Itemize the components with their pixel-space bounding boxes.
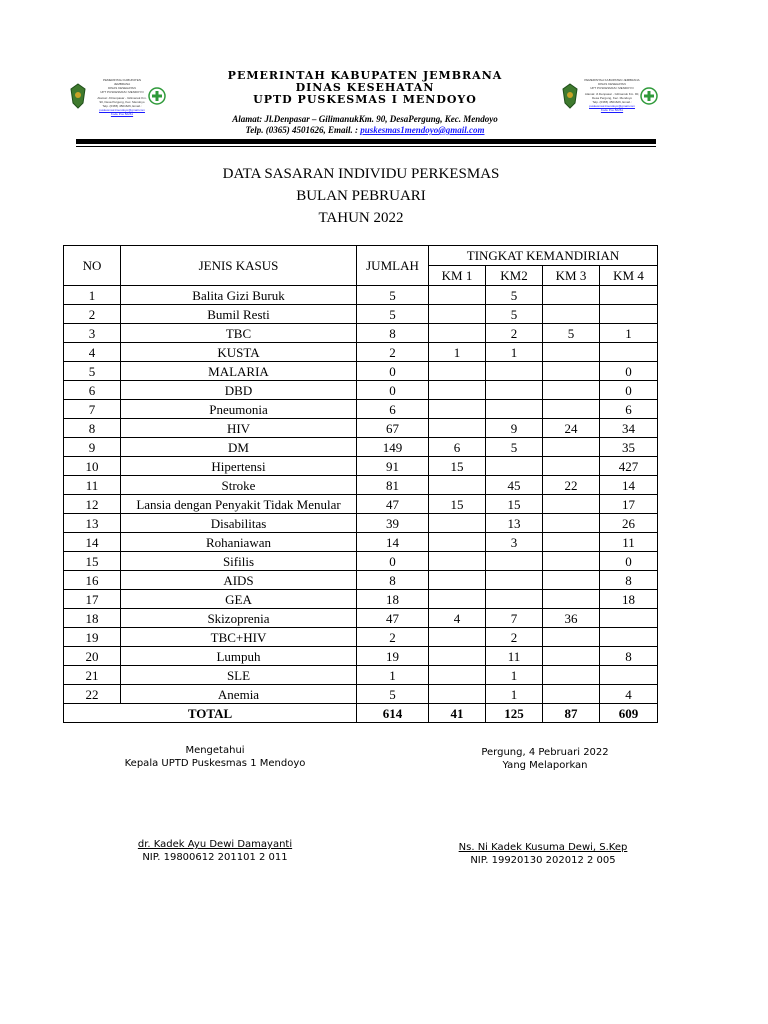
row-km2: 11	[486, 647, 543, 666]
signature-right-nip: NIP. 19920130 202012 2 005	[470, 855, 616, 866]
letterhead-contact	[150, 125, 580, 136]
row-km2	[486, 571, 543, 590]
row-jenis-kasus: DM	[121, 438, 357, 457]
signature-right-line1: Pergung, 4 Pebruari 2022	[481, 747, 609, 758]
table-row	[64, 286, 658, 305]
row-km1	[429, 647, 486, 666]
row-no: 20	[64, 647, 121, 666]
logo-tiny-site: Kode Pos 82261	[110, 112, 134, 116]
data-table	[63, 245, 658, 723]
logo-tiny-line: UPT PUSKESMAS I MENDOYO	[590, 86, 634, 90]
table-row	[64, 628, 658, 647]
row-km4	[600, 343, 658, 362]
row-km4: 11	[600, 533, 658, 552]
puskesmas-logo-icon	[640, 87, 658, 105]
logo-tiny-site: Kode Pos 82261	[600, 108, 624, 112]
row-km1	[429, 419, 486, 438]
row-km3	[543, 552, 600, 571]
total-km3: 87	[543, 704, 600, 723]
row-km2	[486, 590, 543, 609]
row-no: 3	[64, 324, 121, 343]
row-km4: 0	[600, 362, 658, 381]
letterhead-rule-thick	[76, 139, 656, 144]
row-jumlah: 47	[357, 495, 429, 514]
table-row	[64, 381, 658, 400]
row-jenis-kasus: Stroke	[121, 476, 357, 495]
row-km4	[600, 609, 658, 628]
row-jumlah: 5	[357, 685, 429, 704]
row-no: 8	[64, 419, 121, 438]
signature-left-name-block	[100, 838, 330, 864]
letterhead-right-logo-text	[584, 78, 640, 112]
row-km3	[543, 495, 600, 514]
row-jenis-kasus: Balita Gizi Buruk	[121, 286, 357, 305]
row-km3	[543, 647, 600, 666]
row-km2	[486, 381, 543, 400]
letterhead-left-logo-text	[96, 78, 148, 116]
row-km1	[429, 666, 486, 685]
row-jumlah: 14	[357, 533, 429, 552]
row-jenis-kasus: Rohaniawan	[121, 533, 357, 552]
signature-left-heading	[100, 744, 330, 770]
row-no: 7	[64, 400, 121, 419]
table-row	[64, 571, 658, 590]
signature-left-line1: Mengetahui	[185, 745, 245, 756]
row-km1	[429, 286, 486, 305]
doc-title-line-3: TAHUN 2022	[318, 210, 404, 226]
signature-right-name-block	[428, 841, 658, 867]
row-km3: 22	[543, 476, 600, 495]
row-km3: 5	[543, 324, 600, 343]
row-km4: 34	[600, 419, 658, 438]
row-km2: 5	[486, 286, 543, 305]
letterhead-line-3: UPTD PUSKESMAS I MENDOYO	[253, 93, 477, 106]
row-km3	[543, 571, 600, 590]
row-jenis-kasus: Hipertensi	[121, 457, 357, 476]
table-row	[64, 419, 658, 438]
row-jenis-kasus: Lumpuh	[121, 647, 357, 666]
row-no: 9	[64, 438, 121, 457]
row-km2: 9	[486, 419, 543, 438]
doc-title-line-1: DATA SASARAN INDIVIDU PERKESMAS	[222, 166, 500, 182]
row-jenis-kasus: AIDS	[121, 571, 357, 590]
header-jenis-kasus: JENIS KASUS	[121, 246, 357, 286]
row-jumlah: 8	[357, 324, 429, 343]
signature-left-line2: Kepala UPTD Puskesmas 1 Mendoyo	[124, 758, 306, 769]
row-km2: 1	[486, 666, 543, 685]
row-no: 16	[64, 571, 121, 590]
logo-tiny-email: puskesmas1mendoyo@gmail.com	[589, 104, 635, 108]
row-km1	[429, 628, 486, 647]
row-jumlah: 47	[357, 609, 429, 628]
row-km4: 26	[600, 514, 658, 533]
signature-right-name: Ns. Ni Kadek Kusuma Dewi, S.Kep	[458, 842, 628, 853]
letterhead-email-link[interactable]: puskesmas1mendoyo@gmail.com	[360, 125, 485, 135]
row-km1	[429, 685, 486, 704]
row-km4	[600, 305, 658, 324]
row-no: 22	[64, 685, 121, 704]
row-km2: 7	[486, 609, 543, 628]
row-km3	[543, 685, 600, 704]
row-jenis-kasus: Lansia dengan Penyakit Tidak Menular	[121, 495, 357, 514]
row-km3	[543, 343, 600, 362]
table-row	[64, 552, 658, 571]
logo-tiny-line: DINAS KESEHATAN	[598, 82, 626, 86]
row-km4: 8	[600, 647, 658, 666]
row-jumlah: 81	[357, 476, 429, 495]
row-jenis-kasus: Anemia	[121, 685, 357, 704]
row-km1: 6	[429, 438, 486, 457]
header-tingkat-kemandirian: TINGKAT KEMANDIRIAN	[429, 246, 658, 266]
puskesmas-logo-icon	[148, 87, 166, 105]
row-km2: 13	[486, 514, 543, 533]
row-jenis-kasus: GEA	[121, 590, 357, 609]
header-jumlah: JUMLAH	[357, 246, 429, 286]
total-km4: 609	[600, 704, 658, 723]
row-jumlah: 1	[357, 666, 429, 685]
header-km4: KM 4	[600, 266, 658, 286]
row-km1: 1	[429, 343, 486, 362]
table-row	[64, 457, 658, 476]
row-no: 14	[64, 533, 121, 552]
table-row	[64, 685, 658, 704]
row-jenis-kasus: Disabilitas	[121, 514, 357, 533]
row-jumlah: 39	[357, 514, 429, 533]
row-km3: 36	[543, 609, 600, 628]
row-km2: 5	[486, 438, 543, 457]
letterhead-phone: Telp. (0365) 4501626, Email. :	[245, 125, 361, 135]
row-km3	[543, 514, 600, 533]
row-no: 1	[64, 286, 121, 305]
jembrana-emblem-icon	[562, 83, 578, 109]
row-no: 6	[64, 381, 121, 400]
row-jenis-kasus: SLE	[121, 666, 357, 685]
row-km2: 1	[486, 685, 543, 704]
logo-tiny-line: PEMERINTAH KABUPATEN JEMBRANA	[584, 78, 640, 82]
logo-tiny-phone: Telp. (0365) 4501626, Email.:	[592, 100, 632, 104]
row-km4	[600, 666, 658, 685]
letterhead-line-1: PEMERINTAH KABUPATEN JEMBRANA	[227, 69, 503, 82]
row-km1	[429, 514, 486, 533]
letterhead-left-logo	[68, 73, 164, 117]
logo-tiny-line: DINAS KESEHATAN	[108, 86, 136, 90]
row-no: 13	[64, 514, 121, 533]
row-km1	[429, 533, 486, 552]
row-jenis-kasus: HIV	[121, 419, 357, 438]
table-total-row	[64, 704, 658, 723]
row-no: 21	[64, 666, 121, 685]
letterhead-line-2: DINAS KESEHATAN	[295, 81, 435, 94]
logo-tiny-phone: Telp. (0365) 4501626, Email.:	[102, 104, 142, 108]
row-km4	[600, 286, 658, 305]
logo-tiny-line: PEMERINTAH KABUPATEN JEMBRANA	[102, 78, 141, 86]
row-jumlah: 91	[357, 457, 429, 476]
total-label: TOTAL	[64, 704, 357, 723]
row-km1: 4	[429, 609, 486, 628]
header-km1: KM 1	[429, 266, 486, 286]
row-km3	[543, 305, 600, 324]
row-km2: 2	[486, 628, 543, 647]
total-km1: 41	[429, 704, 486, 723]
table-header-row	[64, 246, 658, 266]
row-jenis-kasus: TBC	[121, 324, 357, 343]
row-jumlah: 0	[357, 381, 429, 400]
row-no: 11	[64, 476, 121, 495]
row-km4: 8	[600, 571, 658, 590]
total-km2: 125	[486, 704, 543, 723]
row-jumlah: 5	[357, 305, 429, 324]
row-jumlah: 2	[357, 628, 429, 647]
row-km4: 14	[600, 476, 658, 495]
row-km2	[486, 400, 543, 419]
row-jumlah: 6	[357, 400, 429, 419]
row-jumlah: 67	[357, 419, 429, 438]
row-km3	[543, 400, 600, 419]
header-no: NO	[64, 246, 121, 286]
row-jumlah: 19	[357, 647, 429, 666]
row-km3: 24	[543, 419, 600, 438]
row-jumlah: 8	[357, 571, 429, 590]
row-km3	[543, 533, 600, 552]
row-km4: 427	[600, 457, 658, 476]
table-row	[64, 647, 658, 666]
row-km1	[429, 362, 486, 381]
row-jumlah: 5	[357, 286, 429, 305]
row-no: 5	[64, 362, 121, 381]
row-km2: 1	[486, 343, 543, 362]
row-km3	[543, 381, 600, 400]
row-km2	[486, 457, 543, 476]
row-km3	[543, 628, 600, 647]
letterhead-address: Alamat: Jl.Denpasar – GilimanukKm. 90, DesaPergung, Kec. Mendoyo	[232, 114, 498, 124]
table-row	[64, 666, 658, 685]
row-km1	[429, 400, 486, 419]
row-km3	[543, 438, 600, 457]
row-km1	[429, 590, 486, 609]
logo-tiny-address: Alamat: Jl.Denpasar - Gilimanuk Km. 90, Desa Pergung, Kec. Mendoyo	[97, 96, 147, 104]
row-km1: 15	[429, 457, 486, 476]
row-jumlah: 149	[357, 438, 429, 457]
header-km3: KM 3	[543, 266, 600, 286]
signature-right-heading	[430, 746, 660, 772]
row-jumlah: 18	[357, 590, 429, 609]
total-jumlah: 614	[357, 704, 429, 723]
row-km2	[486, 362, 543, 381]
table-row	[64, 324, 658, 343]
table-row	[64, 343, 658, 362]
table-row	[64, 438, 658, 457]
table-row	[64, 495, 658, 514]
row-km2: 2	[486, 324, 543, 343]
row-km1	[429, 324, 486, 343]
row-km2: 15	[486, 495, 543, 514]
jembrana-emblem-icon	[70, 83, 86, 109]
row-km2: 5	[486, 305, 543, 324]
table-row	[64, 533, 658, 552]
row-km3	[543, 666, 600, 685]
row-jenis-kasus: MALARIA	[121, 362, 357, 381]
row-km2: 45	[486, 476, 543, 495]
logo-tiny-email: puskesmas1mendoyo@gmail.com	[99, 108, 145, 112]
row-km1	[429, 571, 486, 590]
logo-tiny-address: Alamat: Jl.Denpasar - Gilimanuk Km. 90, Desa Pergung, Kec. Mendoyo	[584, 92, 640, 100]
row-km3	[543, 286, 600, 305]
row-jenis-kasus: KUSTA	[121, 343, 357, 362]
row-jenis-kasus: Sifilis	[121, 552, 357, 571]
row-km4: 4	[600, 685, 658, 704]
row-km1	[429, 305, 486, 324]
row-jumlah: 0	[357, 552, 429, 571]
row-km1: 15	[429, 495, 486, 514]
row-km4: 0	[600, 381, 658, 400]
row-no: 4	[64, 343, 121, 362]
table-row	[64, 400, 658, 419]
row-km1	[429, 476, 486, 495]
row-km4: 1	[600, 324, 658, 343]
letterhead-right-logo	[560, 73, 656, 117]
row-jenis-kasus: Skizoprenia	[121, 609, 357, 628]
row-km2: 3	[486, 533, 543, 552]
table-row	[64, 514, 658, 533]
row-km1	[429, 381, 486, 400]
row-km3	[543, 590, 600, 609]
row-jenis-kasus: Bumil Resti	[121, 305, 357, 324]
row-km4: 35	[600, 438, 658, 457]
table-row	[64, 305, 658, 324]
signature-left-name: dr. Kadek Ayu Dewi Damayanti	[137, 839, 293, 850]
row-no: 18	[64, 609, 121, 628]
doc-title-line-2: BULAN PEBRUARI	[296, 188, 426, 204]
row-no: 2	[64, 305, 121, 324]
row-km1	[429, 552, 486, 571]
table-row	[64, 590, 658, 609]
row-no: 17	[64, 590, 121, 609]
row-no: 15	[64, 552, 121, 571]
row-jumlah: 0	[357, 362, 429, 381]
signature-right-line2: Yang Melaporkan	[502, 760, 588, 771]
row-jenis-kasus: Pneumonia	[121, 400, 357, 419]
letterhead-rule-thin	[76, 146, 656, 147]
row-km4: 18	[600, 590, 658, 609]
signature-left-nip: NIP. 19800612 201101 2 011	[142, 852, 288, 863]
row-km4: 17	[600, 495, 658, 514]
row-km3	[543, 362, 600, 381]
table-row	[64, 362, 658, 381]
row-no: 19	[64, 628, 121, 647]
row-no: 10	[64, 457, 121, 476]
row-jumlah: 2	[357, 343, 429, 362]
row-km3	[543, 457, 600, 476]
table-row	[64, 609, 658, 628]
row-jenis-kasus: DBD	[121, 381, 357, 400]
table-row	[64, 476, 658, 495]
row-km2	[486, 552, 543, 571]
row-no: 12	[64, 495, 121, 514]
row-jenis-kasus: TBC+HIV	[121, 628, 357, 647]
logo-tiny-line: UPT PUSKESMAS I MENDOYO	[100, 90, 144, 94]
row-km4: 0	[600, 552, 658, 571]
header-km2: KM2	[486, 266, 543, 286]
row-km4: 6	[600, 400, 658, 419]
row-km4	[600, 628, 658, 647]
